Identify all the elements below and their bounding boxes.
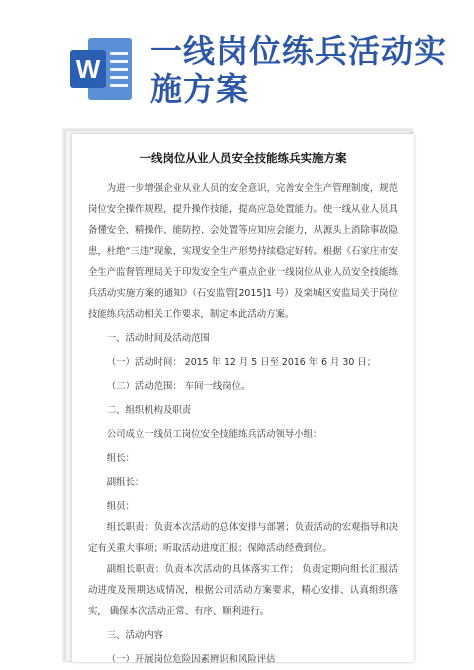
deputy-duty-paragraph: 副组长职责：负责本次活动的具体落实工作； 负责定期向组长汇报活动进度及预期达成情况，根据公司活动方案要求，精心安排、认真组织落实， 确保本次活动正常、有序、顺利进行。 — [88, 564, 398, 617]
word-document-icon — [70, 38, 132, 100]
section-3-item-1: （一）开展岗位危险因素辨识和风险评估 — [106, 654, 276, 665]
word-icon-letter: W — [70, 50, 106, 88]
leader-duty-paragraph: 组长职责：负责本次活动的总体安排与部署；负责活动的宏观指导和决定有关重大事项；听取活动进度汇报；保障活动经费到位。 — [88, 522, 398, 554]
header-banner — [0, 0, 474, 118]
document-title: 一线岗位从业人员安全技能练兵实施方案 — [139, 151, 347, 165]
section-heading-1: 一、活动时间及活动范围 — [106, 333, 210, 344]
deputy-leader-line: 副组长： — [106, 477, 145, 488]
page-title: 一线岗位练兵活动实施方案 — [150, 32, 448, 108]
section-heading-2: 二、组织机构及职责 — [106, 405, 192, 416]
section-heading-3: 三、活动内容 — [106, 630, 164, 641]
intro-paragraph: 为进一步增强企业从业人员的安全意识，完善安全生产管理制度，规范岗位安全操作规程，提升操作技能，提高应急处置能力。使一线从业人员具备懂安全、精操作、能防控、会处置等应知应会能力，从源头上消除事故隐患，杜绝“三违”现象，实现安全生产形势持续稳定好转。根据《石家庄市安全生产监督管理局关于印发安全生产重点企业一线岗位从业人员安全技能练兵活动实施方案的通知》（石安监管[2015]1 号）及栾城区安监局关于岗位技能练兵活动相关工作要求，制定本此活动方案。 — [88, 183, 398, 320]
section-2-intro: 公司成立一线员工岗位安全技能练兵活动领导小组： — [106, 429, 323, 440]
section-1-item-time: （一）活动时间： 2015 年 12 月 5 日至 2016 年 6 月 30 日； — [106, 357, 377, 368]
section-1-item-scope: （二）活动范围： 车间一线岗位。 — [106, 381, 251, 392]
member-line: 组员： — [106, 501, 135, 512]
document-body — [88, 150, 398, 670]
leader-line: 组长： — [106, 453, 135, 464]
